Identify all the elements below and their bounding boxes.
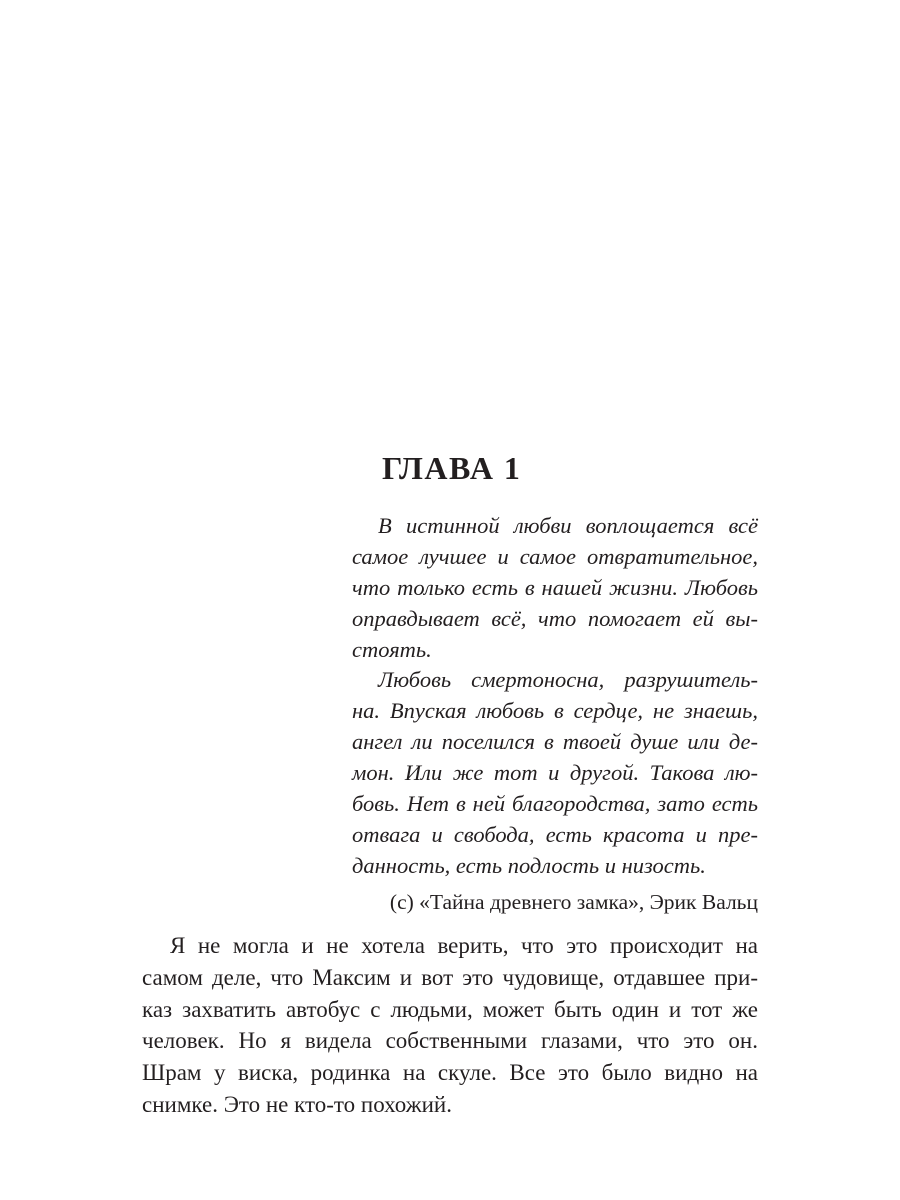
epigraph-line: бовь. Нет в ней благородства, зато есть <box>352 791 758 817</box>
epigraph-line: данность, есть подлость и низость. <box>352 852 706 878</box>
epigraph-line: стоять. <box>352 636 432 662</box>
body-line: каз захватить автобус с людьми, может быть один и тот же <box>142 996 758 1022</box>
epigraph-line: оправдывает всё, что помогает ей вы- <box>352 605 758 631</box>
body-line: человек. Но я видела собственными глазами, что это он. <box>142 1028 758 1054</box>
epigraph-line: самое лучшее и самое отвратительное, <box>352 543 758 569</box>
epigraph-line: отвага и свобода, есть красота и пре- <box>352 821 758 847</box>
epigraph-source: (с) «Тайна древнего замка», Эрик Вальц <box>389 889 758 914</box>
body-line: снимке. Это не кто-то похожий. <box>142 1091 452 1117</box>
body-paragraph <box>142 930 758 1121</box>
body-line: самом деле, что Максим и вот это чудовище, отдавшее при- <box>142 964 758 990</box>
body-line: Я не могла и не хотела верить, что это происходит на <box>170 933 758 958</box>
epigraph-line: на. Впуская любовь в сердце, не знаешь, <box>352 698 758 724</box>
epigraph-line: ангел ли поселился в твоей душе или де- <box>352 729 758 755</box>
epigraph <box>352 511 758 918</box>
epigraph-line: В истинной любви воплощается всё <box>378 513 758 538</box>
epigraph-line: мон. Или же тот и другой. Такова лю- <box>352 760 758 786</box>
epigraph-line: Любовь смертоносна, разрушитель- <box>378 667 758 693</box>
epigraph-line: что только есть в нашей жизни. Любовь <box>352 574 758 600</box>
body-line: Шрам у виска, родинка на скуле. Все это было видно на <box>142 1060 758 1086</box>
chapter-title: ГЛАВА 1 <box>382 450 522 486</box>
